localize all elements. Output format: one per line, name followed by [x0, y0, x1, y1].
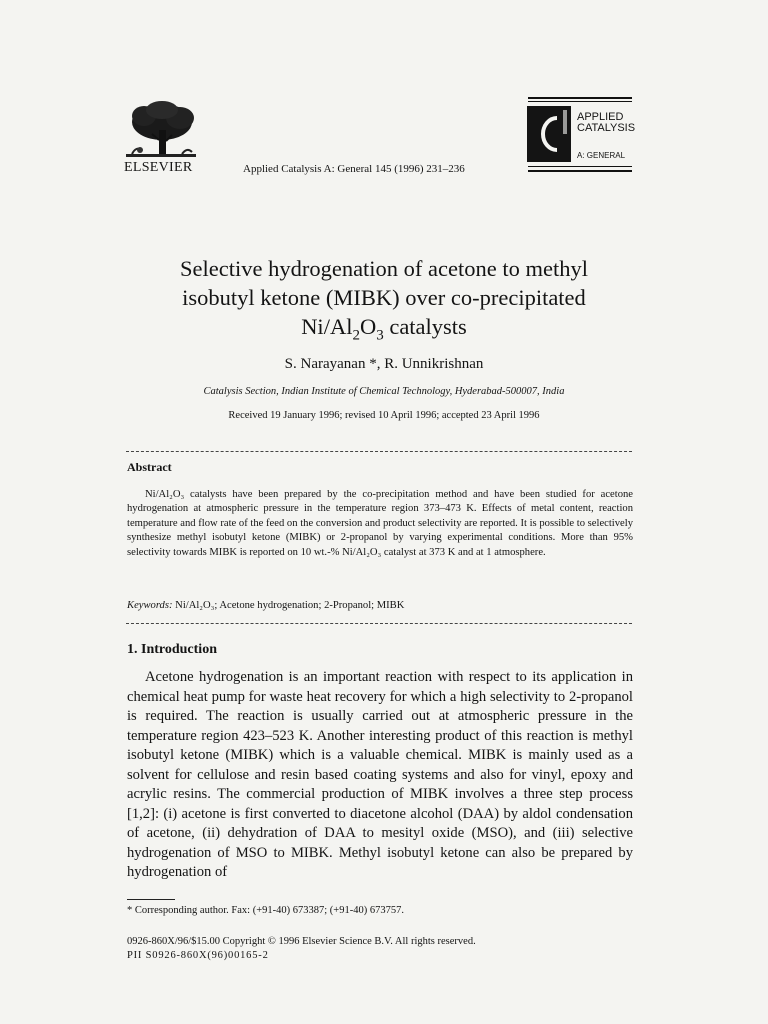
title-line: isobutyl ketone (MIBK) over co-precipitated [182, 285, 586, 310]
copyright: 0926-860X/96/$15.00 Copyright © 1996 Elsevier Science B.V. All rights reserved. [127, 936, 476, 947]
applied-catalysis-logo [527, 106, 571, 162]
keywords-label: Keywords: [127, 600, 173, 611]
title-formula: O [359, 314, 377, 339]
footnote-rule [127, 899, 175, 900]
title-line: Selective hydrogenation of acetone to methyl [180, 256, 588, 281]
abstract-text: Ni/Al₂O₃ catalysts have been prepared by the co-precipitation method and have been studied for acetone hydrogenation at atmospheric pressure in the temperature region 373–473 K. Effects of metal content, reaction temperature and flow rate of the feed on the conversion and product selectivity are reported. It is possible to selectively synthesize methyl isobutyl ketone (MIBK) or 2-propanol by varying experimental conditions. More than 95% selectivity towards MIBK is reported on 10 wt.-% Ni/Al₂O₃ catalyst at 373 K and at 1 atmosphere. [127, 489, 633, 558]
elsevier-tree-logo [122, 100, 200, 162]
divider [126, 451, 632, 452]
journal-reference: Applied Catalysis A: General 145 (1996) 231–236 [243, 163, 465, 175]
keywords-list: Ni/Al₂O₃; Acetone hydrogenation; 2-Propanol; MIBK [172, 600, 405, 611]
title-formula: Ni/Al [301, 314, 353, 339]
journal-rule [528, 170, 632, 172]
pii: PII S0926-860X(96)00165-2 [127, 950, 269, 961]
keywords [127, 600, 633, 611]
journal-name-line: APPLIED [577, 111, 624, 123]
affiliation: Catalysis Section, Indian Institute of Chemical Technology, Hyderabad-500007, India [203, 386, 565, 397]
journal-rule [528, 166, 632, 167]
journal-rule [528, 101, 632, 102]
title-subscript: 3 [376, 327, 384, 344]
article-title [90, 254, 678, 351]
title-subscript: 2 [352, 327, 360, 344]
introduction-text: Acetone hydrogenation is an important reaction with respect to its application in chemical heat pump for waste heat recovery for which a high selectivity to 2-propanol is required. The reaction is usually carried out at atmospheric pressure in the temperature region 423–523 K. Another interesting product of this reaction is methyl isobutyl ketone (MIBK) which is a valuable chemical. MIBK is mainly used as a solvent for cellulose and resin based coating systems and also for vinyl, epoxy and acrylic resins. The commercial production of MIBK involves a three step process [1,2]: (i) acetone is first converted to diacetone alcohol (DAA) by aldol condensation of acetone, (ii) dehydration of DAA to mesityl oxide (MSO), and (iii) selective hydrogenation of MSO to MIBK. Methyl isobutyl ketone can also be prepared by hydrogenation of [127, 669, 633, 880]
journal-name-line: CATALYSIS [577, 122, 636, 134]
publisher-name: ELSEVIER [124, 160, 193, 175]
authors: S. Narayanan *, R. Unnikrishnan [284, 356, 484, 372]
abstract-heading: Abstract [127, 460, 172, 474]
divider [126, 623, 632, 624]
journal-name [577, 112, 635, 134]
received-dates: Received 19 January 1996; revised 10 April 1996; accepted 23 April 1996 [228, 410, 540, 421]
title-formula: catalysts [383, 314, 467, 339]
journal-rule [528, 97, 632, 99]
title-line [301, 314, 467, 344]
journal-section: A: GENERAL [577, 151, 626, 160]
footnote: * Corresponding author. Fax: (+91-40) 673387; (+91-40) 673757. [127, 905, 404, 916]
section-heading: 1. Introduction [127, 642, 217, 657]
